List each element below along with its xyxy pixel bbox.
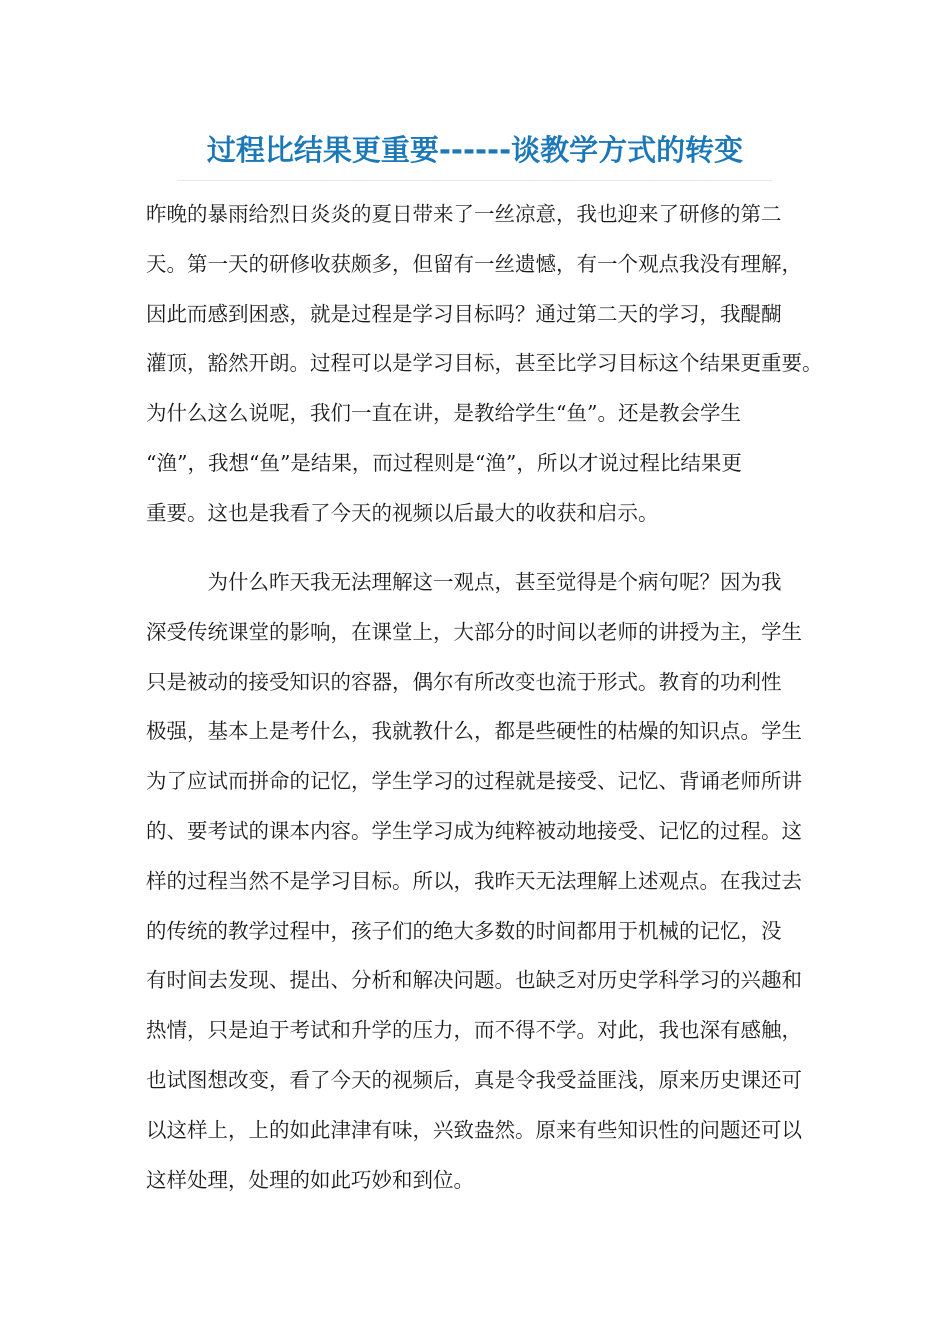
- paragraph-2: [146, 558, 802, 1205]
- text-line: 样的过程当然不是学习目标。所以，我昨天无法理解上述观点。在我过去: [146, 868, 802, 893]
- text-line: 因此而感到困惑，就是过程是学习目标吗？通过第二天的学习，我醍醐: [146, 301, 782, 326]
- text-line: 深受传统课堂的影响，在课堂上，大部分的时间以老师的讲授为主，学生: [146, 619, 802, 644]
- text-line: 也试图想改变，看了今天的视频后，真是令我受益匪浅，原来历史课还可: [146, 1067, 802, 1092]
- text-line: 这样处理，处理的如此巧妙和到位。: [146, 1167, 474, 1192]
- text-line: 的、要考试的课本内容。学生学习成为纯粹被动地接受、记忆的过程。这: [146, 818, 802, 843]
- text-line: “渔”，我想“鱼”是结果，而过程则是“渔”，所以才说过程比结果更: [146, 450, 742, 475]
- text-line: 灌顶，豁然开朗。过程可以是学习目标，甚至比学习目标这个结果更重要。: [146, 351, 823, 376]
- text-line: 为什么昨天我无法理解这一观点，甚至觉得是个病句呢？因为我: [146, 570, 782, 594]
- text-line: 热情，只是迫于考试和升学的压力，而不得不学。对此，我也深有感触，: [146, 1018, 802, 1043]
- text-line: 极强，基本上是考什么，我就教什么，都是些硬性的枯燥的知识点。学生: [146, 719, 802, 744]
- title-divider: [177, 180, 772, 181]
- text-line: 天。第一天的研修收获颇多，但留有一丝遗憾，有一个观点我没有理解，: [146, 251, 802, 276]
- text-line: 为了应试而拼命的记忆，学生学习的过程就是接受、记忆、背诵老师所讲: [146, 769, 802, 794]
- text-line: 以这样上，上的如此津津有味，兴致盎然。原来有些知识性的问题还可以: [146, 1117, 802, 1142]
- paragraph-1: [146, 190, 823, 539]
- text-line: 只是被动的接受知识的容器，偶尔有所改变也流于形式。教育的功利性: [146, 669, 782, 694]
- text-line: 为什么这么说呢，我们一直在讲，是教给学生“鱼”。还是教会学生: [146, 401, 741, 426]
- text-line: 的传统的教学过程中，孩子们的绝大多数的时间都用于机械的记忆，没: [146, 918, 782, 943]
- text-line: 昨晚的暴雨给烈日炎炎的夏日带来了一丝凉意，我也迎来了研修的第二: [146, 202, 782, 226]
- text-line: 重要。这也是我看了今天的视频以后最大的收获和启示。: [146, 500, 659, 525]
- document-title: 过程比结果更重要------谈教学方式的转变: [206, 133, 744, 167]
- text-line: 有时间去发现、提出、分析和解决问题。也缺乏对历史学科学习的兴趣和: [146, 968, 802, 993]
